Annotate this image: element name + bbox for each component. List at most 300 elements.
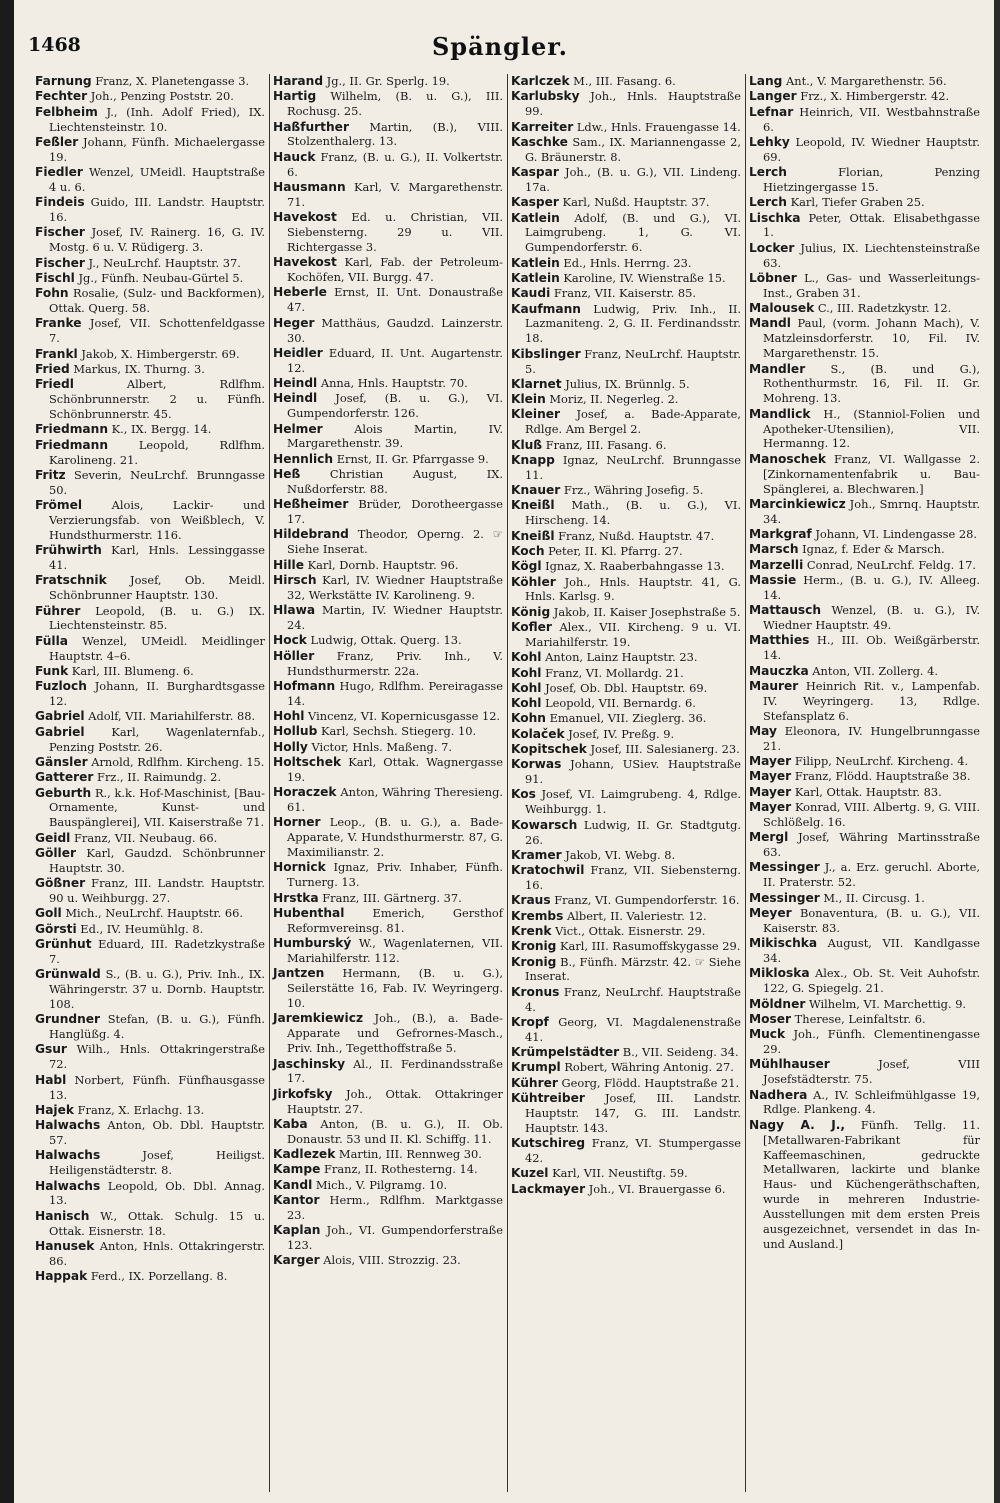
entry-details: Joh., Hnls. Hauptstr. 41, G. Hnls. Karlsg. 9.	[525, 574, 741, 604]
entry-details: H., (Stanniol-Folien und Apotheker-Utensilien), VII. Hermanng. 12.	[763, 406, 980, 451]
directory-entry	[749, 316, 980, 361]
entry-name: Fischl	[35, 270, 75, 285]
directory-entry	[35, 1208, 265, 1239]
directory-entry	[35, 195, 265, 225]
directory-entry	[273, 451, 503, 467]
entry-name: Kohl	[511, 696, 542, 711]
entry-name: Heidler	[273, 345, 323, 360]
entry-details: Karl, III. Rasumoffskygasse 29.	[556, 939, 741, 954]
entry-name: Mayer	[749, 754, 792, 769]
entry-details: Heinrich, VII. Westbahnstraße 6.	[763, 104, 980, 134]
directory-entry	[35, 967, 265, 1012]
directory-entry	[749, 195, 980, 210]
entry-details: M., II. Circusg. 1.	[819, 890, 925, 905]
entry-details: Karl, Hnls. Lessinggasse 41.	[49, 543, 265, 573]
entry-name: Hauck	[273, 149, 316, 164]
entry-details: Alex., Ob. St. Veit Auhofstr. 122, G. Spiegelg. 21.	[763, 966, 980, 996]
entry-details: Wilhelm, (B. u. G.), III. Rochusg. 25.	[287, 89, 503, 119]
entry-name: Findeis	[35, 195, 85, 210]
entry-name: Klarnet	[511, 376, 562, 391]
entry-name: Kronus	[511, 984, 560, 999]
entry-details: Ferd., IX. Porzellang. 8.	[87, 1269, 228, 1284]
entry-name: Kramer	[511, 847, 562, 862]
entry-name: May	[749, 723, 777, 738]
entry-name: Heger	[273, 315, 315, 330]
entry-details: Jg., II. Gr. Sperlg. 19.	[323, 74, 450, 88]
directory-entry	[273, 815, 503, 860]
directory-entry	[35, 377, 265, 422]
entry-details: Ant., V. Margarethenstr. 56.	[782, 74, 947, 88]
entry-name: Kaplan	[273, 1223, 321, 1238]
entry-name: Muck	[749, 1027, 786, 1042]
directory-entry	[749, 406, 980, 452]
entry-name: Kadlezek	[273, 1147, 336, 1162]
entry-details: Math., (B. u. G.), VI. Hirscheng. 14.	[525, 498, 741, 528]
entry-details: Franz, VII. Siebensterng. 16.	[525, 863, 741, 893]
entry-details: Adolf, VII. Mariahilferstr. 88.	[84, 709, 256, 724]
directory-entry	[35, 770, 265, 785]
directory-entry	[273, 285, 503, 315]
entry-name: Marsch	[749, 542, 799, 557]
entry-details: Joh., Fünfh. Clementinengasse 29.	[763, 1027, 980, 1057]
entry-name: Kutschireg	[511, 1136, 586, 1151]
entry-details: Franz, VI. Mollardg. 21.	[541, 665, 684, 680]
entry-details: Joh., Ottak. Ottakringer Hauptstr. 27.	[287, 1086, 503, 1116]
entry-name: Mayer	[749, 800, 792, 815]
directory-entry	[511, 74, 741, 89]
entry-details: Stefan, (B. u. G.), Fünfh. Hanglüßg. 4.	[49, 1012, 265, 1042]
directory-entry	[511, 741, 741, 757]
directory-entry	[273, 119, 503, 150]
entry-name: Kolaček	[511, 726, 565, 741]
entry-name: Fischer	[35, 225, 85, 240]
entry-name: Farnung	[35, 74, 92, 88]
columns-container	[32, 74, 984, 1492]
entry-details: C., III. Radetzkystr. 12.	[814, 301, 952, 316]
entry-details: Anton, Lainz Hauptstr. 23.	[541, 650, 698, 665]
directory-entry	[749, 1027, 980, 1057]
directory-entry	[273, 1177, 503, 1193]
directory-entry	[511, 483, 741, 498]
entry-name: Krembs	[511, 908, 564, 923]
entry-details: Victor, Hnls. Maßeng. 7.	[307, 739, 452, 754]
entry-details: Heinrich Rit. v., Lampenfab. IV. Weyringerg. 13, Rdlge. Stefansplatz 6.	[763, 678, 980, 723]
entry-name: Happak	[35, 1269, 88, 1284]
entry-name: Kneißl	[511, 498, 555, 513]
entry-name: Hirsch	[273, 572, 317, 587]
entry-details: S., (B. u. G.), Priv. Inh., IX. Währingerstr. 37 u. Dornb. Hauptstr. 108.	[49, 967, 265, 1011]
entry-name: Haßfurther	[273, 119, 349, 134]
entry-name: Kropf	[511, 1014, 549, 1029]
directory-entry	[511, 650, 741, 665]
entry-name: Mergl	[749, 830, 789, 845]
entry-details: Herm., Rdlfhm. Marktgasse 23.	[287, 1193, 503, 1222]
entry-details: Therese, Leinfaltstr. 6.	[791, 1011, 926, 1026]
directory-entry	[749, 301, 980, 316]
entry-name: Fülla	[35, 633, 68, 648]
directory-entry	[273, 1223, 503, 1253]
directory-entry	[511, 134, 741, 165]
entry-details: Joh., (B. u. G.), VII. Lindeng. 17a.	[525, 165, 741, 194]
entry-name: Holly	[273, 739, 308, 754]
entry-name: Funk	[35, 663, 69, 678]
directory-entry	[273, 1253, 503, 1268]
entry-name: Hock	[273, 633, 307, 648]
directory-entry	[273, 1011, 503, 1056]
entry-details: Anton, Ob. Dbl. Hauptstr. 57.	[49, 1118, 265, 1148]
entry-name: Frömel	[35, 498, 83, 513]
directory-entry	[749, 678, 980, 724]
directory-entry	[35, 316, 265, 346]
entry-details: Franz, II. Rothesterng. 14.	[320, 1162, 478, 1177]
entry-name: Jirkofsky	[273, 1086, 333, 1101]
entry-details: Jakob, X. Himbergerstr. 69.	[77, 346, 240, 361]
entry-name: Feßler	[35, 134, 79, 149]
entry-name: Karger	[273, 1253, 320, 1268]
entry-name: Fratschnik	[35, 573, 107, 588]
directory-entry	[35, 361, 265, 377]
entry-details: Theodor, Operng. 2. ☞ Siehe Inserat.	[287, 527, 503, 557]
entry-details: Karl, III. Blumeng. 6.	[68, 663, 194, 678]
entry-name: Katlein	[511, 270, 560, 285]
entry-details: Joh., VI. Gumpendorferstraße 123.	[287, 1223, 503, 1253]
entry-name: Helmer	[273, 421, 323, 436]
entry-name: Mandler	[749, 361, 806, 376]
entry-name: Kühtreiber	[511, 1091, 585, 1106]
entry-details: Josef, VII. Schottenfeldgasse 7.	[49, 316, 265, 346]
directory-entry	[511, 984, 741, 1015]
entry-name: Gatterer	[35, 770, 94, 785]
entry-details: Johann, USiev. Hauptstraße 91.	[525, 757, 741, 787]
entry-details: Frz., II. Raimundg. 2.	[93, 770, 221, 785]
entry-name: Hollub	[273, 724, 318, 739]
entry-details: Johann, VI. Lindengasse 28.	[811, 527, 977, 542]
entry-name: Halwachs	[35, 1148, 101, 1163]
directory-entry	[273, 376, 503, 391]
directory-entry	[749, 542, 980, 557]
entry-name: Kögl	[511, 559, 542, 574]
entry-details: Franz, III. Fasang. 6.	[542, 437, 667, 452]
entry-name: Kronig	[511, 939, 557, 954]
directory-entry	[35, 89, 265, 104]
entry-details: Wenzel, (B. u. G.), IV. Wiedner Hauptstr. 49.	[763, 603, 980, 633]
entry-name: Gabriel	[35, 709, 85, 724]
directory-entry	[35, 709, 265, 724]
entry-name: Kos	[511, 787, 536, 802]
directory-entry	[35, 603, 265, 634]
entry-name: Hajek	[35, 1102, 74, 1117]
entry-name: Mandl	[749, 316, 791, 331]
entry-name: Knapp	[511, 452, 555, 467]
entry-name: Fohn	[35, 286, 69, 301]
entry-name: Lerch	[749, 195, 787, 210]
directory-entry	[749, 1057, 980, 1087]
directory-entry	[273, 633, 503, 648]
entry-details: Albert, II. Valeriestr. 12.	[563, 908, 707, 923]
column-3	[508, 74, 746, 1492]
entry-name: Hrstka	[273, 890, 319, 905]
entry-name: Holtschek	[273, 754, 342, 769]
entry-details: Anton, (B. u. G.), II. Ob. Donaustr. 53 und II. Kl. Schiffg. 11.	[287, 1116, 503, 1146]
entry-name: Mühlhauser	[749, 1057, 830, 1072]
entry-details: Ldw., Hnls. Frauengasse 14.	[573, 119, 741, 134]
directory-entry	[511, 392, 741, 407]
entry-details: J., (Inh. Adolf Fried), IX. Liechtensteinstr. 10.	[49, 104, 265, 134]
entry-details: Konrad, VIII. Albertg. 9, G. VIII. Schlößelg. 16.	[763, 800, 980, 829]
directory-entry	[511, 543, 741, 559]
entry-details: Martin, (B.), VIII. Stolzenthalerg. 13.	[287, 119, 503, 149]
directory-entry	[35, 134, 265, 165]
directory-entry	[35, 74, 265, 89]
entry-name: Geidl	[35, 830, 71, 845]
entry-name: Geburth	[35, 785, 92, 800]
entry-name: Friedmann	[35, 422, 108, 437]
entry-name: Lefnar	[749, 104, 794, 119]
entry-details: Leopold, VII. Bernardg. 6.	[541, 696, 696, 711]
entry-details: A., IV. Schleifmühlgasse 19, Rdlge. Plankeng. 4.	[763, 1087, 980, 1117]
entry-name: Kaspar	[511, 165, 559, 179]
entry-name: Krumpl	[511, 1060, 561, 1075]
entry-details: Fünfh. Tellg. 11. [Metallwaren-Fabrikant für Kaffeemaschinen, gedruckte Metallwaren, lackirte und blanke Haus- und Küchengeräthschaften, wurde in mehreren Industrie-Ausstellungen mit dem ersten Preis ausgezeichnet, versendet in das In- und Ausland.]	[763, 1117, 980, 1252]
entry-name: Gsur	[35, 1042, 67, 1057]
directory-entry	[273, 785, 503, 815]
entry-name: Hille	[273, 557, 304, 572]
directory-entry	[511, 574, 741, 605]
entry-name: Jaschinsky	[273, 1056, 346, 1071]
entry-name: Hennlich	[273, 451, 334, 466]
entry-name: Kohn	[511, 711, 546, 726]
entry-details: Robert, Währing Antonig. 27.	[560, 1060, 734, 1075]
directory-entry	[511, 696, 741, 711]
entry-details: Karl, Wagenlaternfab., Penzing Poststr. 26.	[49, 724, 265, 754]
entry-details: J., NeuLrchf. Hauptstr. 37.	[84, 255, 241, 270]
directory-entry	[35, 845, 265, 876]
directory-entry	[273, 709, 503, 724]
entry-name: Heß	[273, 467, 301, 482]
entry-details: L., Gas- und Wasserleitungs-Inst., Graben 31.	[763, 270, 980, 300]
directory-entry	[35, 1178, 265, 1209]
entry-name: Nadhera	[749, 1087, 808, 1102]
entry-name: Kohl	[511, 680, 542, 695]
directory-entry	[511, 939, 741, 954]
directory-entry	[35, 1269, 265, 1284]
entry-details: Martin, IV. Wiedner Hauptstr. 24.	[287, 603, 503, 633]
entry-details: Johann, II. Burghardtsgasse 12.	[49, 679, 265, 709]
entry-details: M., III. Fasang. 6.	[569, 74, 676, 88]
entry-name: Halwachs	[35, 1118, 101, 1133]
directory-entry	[273, 497, 503, 527]
directory-entry	[511, 498, 741, 528]
entry-details: Joh., Hnls. Hauptstraße 99.	[525, 89, 741, 119]
entry-details: Joh., Penzing Poststr. 20.	[87, 89, 234, 104]
entry-details: Franz, III. Gärtnerg. 37.	[318, 890, 462, 905]
directory-entry	[273, 1056, 503, 1087]
directory-entry	[35, 225, 265, 255]
entry-name: Felbheim	[35, 104, 98, 119]
directory-entry	[511, 119, 741, 135]
entry-name: Hanisch	[35, 1208, 90, 1223]
directory-entry	[273, 210, 503, 255]
column-4	[746, 74, 984, 1492]
entry-details: Eduard, II. Unt. Augartenstr. 12.	[287, 345, 503, 375]
directory-entry	[511, 210, 741, 256]
entry-details: Josef, III. Landstr. Hauptstr. 147, G. III. Landstr. Hauptstr. 143.	[525, 1091, 741, 1135]
entry-name: Friedl	[35, 377, 74, 392]
entry-name: Habl	[35, 1072, 67, 1087]
entry-details: B., VII. Seideng. 34.	[619, 1045, 739, 1060]
entry-name: Friedmann	[35, 437, 108, 452]
entry-details: Paul, (vorm. Johann Mach), V. Matzleinsdorferstr. 10, Fil. IV. Margarethenstr. 15.	[763, 316, 980, 361]
entry-name: Kuzel	[511, 1166, 549, 1181]
entry-details: Jg., Fünfh. Neubau-Gürtel 5.	[74, 270, 244, 285]
entry-details: Karl, Dornb. Hauptstr. 96.	[304, 557, 459, 572]
entry-details: Franz, VI. Wallgasse 2. [Zinkornamentenfabrik u. Bau-Spänglerei, a. Blechwaren.]	[763, 451, 980, 496]
entry-name: Kofler	[511, 620, 552, 634]
entry-details: Josef, Währing Martinsstraße 63.	[763, 830, 980, 860]
entry-name: Horaczek	[273, 785, 337, 800]
entry-details: Frz., X. Himbergerstr. 42.	[796, 89, 950, 104]
directory-entry	[273, 860, 503, 890]
directory-entry	[749, 557, 980, 573]
entry-name: Fechter	[35, 89, 88, 104]
entry-details: Wenzel, UMeidl. Meidlinger Hauptstr. 4–6.	[49, 633, 265, 663]
directory-entry	[511, 89, 741, 119]
entry-details: Franz, VI. Stumpergasse 42.	[525, 1136, 741, 1166]
page-title: Spängler.	[431, 32, 569, 61]
entry-details: Karl, V. Margarethenstr. 71.	[287, 179, 503, 209]
directory-entry	[749, 966, 980, 996]
directory-entry	[35, 876, 265, 906]
entry-details: Franz, Flödd. Hauptstraße 38.	[791, 769, 971, 784]
entry-details: Moriz, II. Negerleg. 2.	[545, 392, 679, 407]
directory-entry	[511, 726, 741, 742]
directory-entry	[749, 890, 980, 906]
entry-name: Hofmann	[273, 678, 336, 693]
directory-entry	[749, 723, 980, 754]
entry-name: Langer	[749, 89, 797, 104]
directory-entry	[511, 407, 741, 437]
directory-entry	[35, 437, 265, 468]
entry-name: Mayer	[749, 784, 792, 799]
entry-name: Harand	[273, 74, 324, 88]
entry-name: Korwas	[511, 757, 562, 772]
entry-details: Franz, III. Landstr. Hauptstr. 90 u. Weihburgg. 27.	[49, 876, 265, 906]
directory-entry	[511, 270, 741, 286]
entry-details: Conrad, NeuLrchf. Feldg. 17.	[803, 557, 976, 572]
entry-name: Gößner	[35, 876, 86, 891]
entry-details: Leopold, Ob. Dbl. Annag. 13.	[49, 1178, 265, 1208]
directory-entry	[35, 270, 265, 286]
entry-name: Heindl	[273, 391, 318, 406]
entry-details: Peter, II. Kl. Pfarrg. 27.	[544, 543, 683, 558]
entry-details: Ignaz, NeuLrchf. Brunngasse 11.	[525, 452, 741, 482]
entry-details: Josef, IV. Preßg. 9.	[564, 726, 675, 741]
entry-details: Georg, Flödd. Hauptstraße 21.	[557, 1075, 740, 1090]
entry-name: Kantor	[273, 1193, 320, 1208]
entry-name: Gänsler	[35, 754, 88, 769]
entry-details: Josef, (B. u. G.), VI. Gumpendorferstr. 126.	[287, 391, 503, 421]
directory-entry	[35, 724, 265, 755]
entry-details: Eduard, III. Radetzkystraße 7.	[49, 936, 265, 966]
entry-details: Franz, X. Erlachg. 13.	[73, 1102, 205, 1117]
directory-entry	[749, 210, 980, 241]
directory-entry	[749, 1087, 980, 1118]
entry-name: Lang	[749, 74, 783, 88]
directory-entry	[511, 757, 741, 787]
entry-details: Matthäus, Gaudzd. Lainzerstr. 30.	[287, 315, 503, 345]
entry-details: W., Ottak. Schulg. 15 u. Ottak. Eisnerstr. 18.	[49, 1208, 265, 1238]
directory-entry	[511, 346, 741, 377]
entry-name: Kasper	[511, 195, 559, 210]
entry-name: Marzelli	[749, 557, 804, 572]
directory-entry	[35, 1072, 265, 1103]
entry-details: Frz., Währing Josefig. 5.	[560, 483, 704, 498]
entry-name: Kaschke	[511, 134, 568, 149]
entry-details: Bonaventura, (B. u. G.), VII. Kaiserstr. 83.	[763, 905, 980, 935]
directory-entry	[273, 89, 503, 119]
entry-name: Höller	[273, 648, 315, 663]
entry-details: Filipp, NeuLrchf. Kircheng. 4.	[791, 754, 969, 769]
entry-details: Jakob, VI. Webg. 8.	[561, 847, 676, 862]
directory-entry	[273, 179, 503, 210]
entry-details: Norbert, Fünfh. Fünfhausgasse 13.	[49, 1072, 265, 1102]
entry-details: Christian August, IX. Nußdorferstr. 88.	[287, 467, 503, 496]
entry-name: Führer	[35, 603, 81, 618]
entry-name: Grünwald	[35, 967, 101, 982]
directory-entry	[511, 1181, 741, 1197]
entry-name: Kopitschek	[511, 741, 587, 756]
entry-details: Vict., Ottak. Eisnerstr. 29.	[551, 923, 706, 938]
entry-details: Alois, Lackir- und Verzierungsfab. von Weißblech, V. Hundsthurmerstr. 116.	[49, 498, 265, 542]
entry-name: König	[511, 604, 551, 619]
directory-entry	[273, 345, 503, 376]
entry-name: Lehky	[749, 134, 790, 149]
directory-entry	[273, 1162, 503, 1177]
entry-details: Franz, (B. u. G.), II. Volkertstr. 6.	[287, 149, 503, 179]
directory-entry	[35, 1148, 265, 1178]
directory-entry	[35, 346, 265, 362]
entry-name: Malousek	[749, 301, 815, 316]
entry-name: Jantzen	[273, 966, 325, 981]
entry-name: Massie	[749, 572, 797, 587]
entry-details: Ludwig, II. Gr. Stadtgutg. 26.	[525, 817, 741, 847]
entry-name: Mauczka	[749, 663, 809, 678]
entry-details: Al., II. Ferdinandsstraße 17.	[287, 1056, 503, 1086]
entry-name: Jaremkiewicz	[273, 1011, 364, 1026]
entry-details: Florian, Penzing Hietzingergasse 15.	[763, 165, 980, 194]
directory-entry	[511, 528, 741, 544]
entry-details: Franz, NeuLrchf. Hauptstr. 5.	[525, 346, 741, 376]
entry-name: Hornick	[273, 860, 326, 875]
directory-entry	[35, 165, 265, 195]
entry-details: Vincenz, VI. Kopernicusgasse 12.	[304, 709, 501, 724]
entry-details: Jakob, II. Kaiser Josephstraße 5.	[550, 604, 741, 619]
entry-name: Meyer	[749, 905, 792, 920]
directory-entry	[35, 633, 265, 664]
entry-name: Maurer	[749, 678, 799, 693]
entry-name: Kronig	[511, 954, 557, 969]
directory-entry	[749, 572, 980, 603]
entry-name: Hanusek	[35, 1238, 95, 1253]
entry-name: Franke	[35, 316, 82, 331]
entry-name: Hausmann	[273, 179, 346, 194]
directory-entry	[273, 603, 503, 633]
directory-entry	[273, 391, 503, 421]
entry-details: Leopold, Rdlfhm. Karolineng. 21.	[49, 437, 265, 467]
directory-entry	[511, 437, 741, 453]
entry-name: Kowarsch	[511, 817, 578, 832]
directory-entry	[35, 104, 265, 135]
